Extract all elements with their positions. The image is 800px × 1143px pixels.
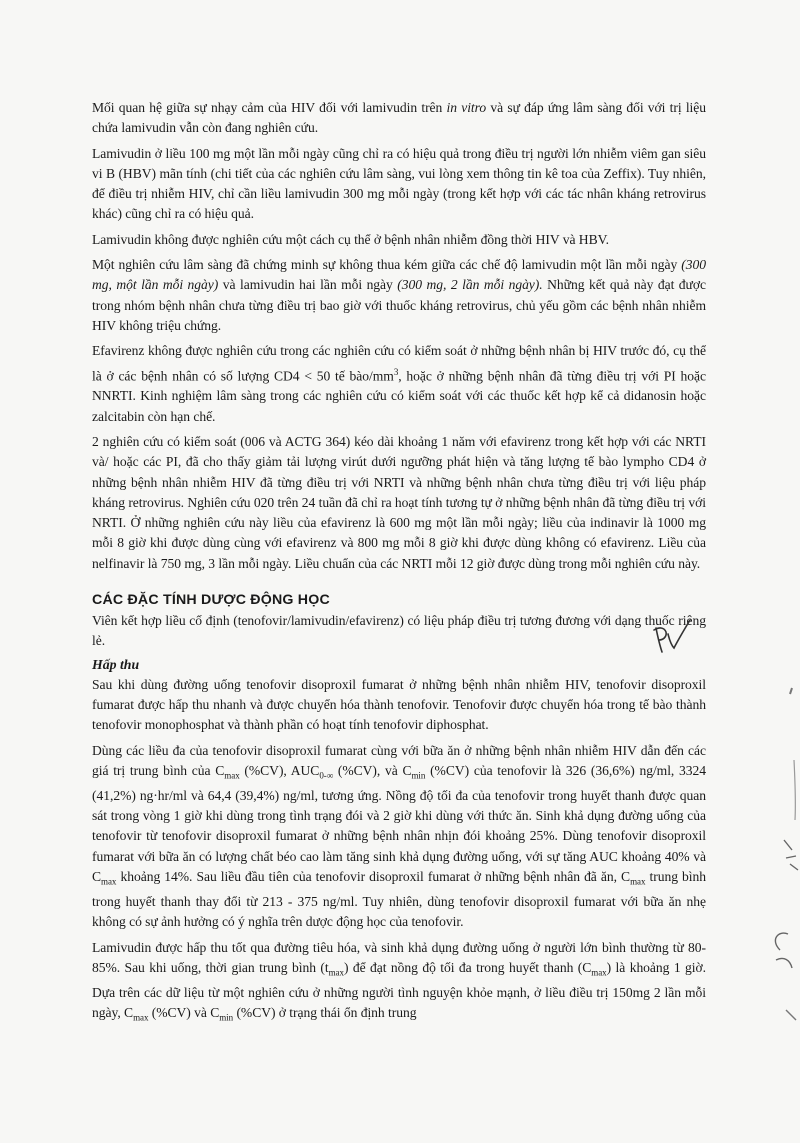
subscript-text: max — [328, 967, 344, 978]
paragraph-text: , hoặc ở những bệnh nhân đã từng điều trị với PI hoặc NNRTI. Kinh nghiệm lâm sàng trong các nghiên cứu có kiểm soát với các thuốc kết hợp kể cả didanosin hoặc zalcitabin còn hạn chế. — [92, 368, 706, 424]
subscript-text: max — [101, 876, 117, 887]
document-page — [92, 98, 706, 1033]
paragraph-text: và lamivudin hai lần mỗi ngày — [218, 277, 398, 293]
section-title: CÁC ĐẶC TÍNH DƯỢC ĐỘNG HỌC — [92, 592, 330, 609]
paragraph-text: Lamivudin ở liều 100 mg một lần mỗi ngày cũng chỉ ra có hiệu quả trong điều trị người lớn nhiễm viêm gan siêu vi B (HBV) mãn tính (chi tiết của các nghiên cứu lâm sàng, vui lòng xem thông tin kê toa của Zeffix). Tuy nhiên, để điều trị nhiễm HIV, chỉ cần liều lamivudin 300 mg mỗi ngày (trong kết hợp với các tác nhân kháng retrovirus khác) cũng chỉ ra có hiệu quả. — [92, 145, 706, 222]
subscript-text: min — [411, 770, 426, 781]
subscript-text: min — [219, 1012, 234, 1023]
subsection-title: Hấp thu — [92, 656, 140, 672]
paragraph-text: Những kết quả này đạt được trong nhóm bệnh nhân chưa từng điều trị bao giờ với thuốc kháng retrovirus, chủ yếu gồm các bệnh nhân nhiễm HIV không triệu chứng. — [92, 277, 706, 333]
paragraph-text: ) là khoảng 1 giờ. Dựa trên các dữ liệu từ một nghiên cứu ở những người tình nguyện khỏe mạnh, ở liều điều trị 150mg 2 lần mỗi ngày, C — [92, 959, 706, 1021]
paragraph-text: (%CV) của tenofovir là 326 (36,6%) ng/ml, 3324 (41,2%) ng·hr/ml và 64,4 (39,4%) ng/ml, tương ứng. Nồng độ tối đa của tenofovir trong huyết thanh được quan sát trong vòng 1 giờ khi dùng trong tình trạng đói và 2 giờ khi dùng với thức ăn. Sinh khả dụng đường uống của tenofovir từ tenofovir disoproxil fumarat ở những bệnh nhân nhịn đói khoảng 25%. Dùng tenofovir disoproxil fumarat với bữa ăn có lượng chất béo cao làm tăng sinh khả dụng đường uống, với sự tăng AUC khoảng 40% và C — [92, 762, 707, 885]
section-intro — [92, 611, 706, 652]
intro-paragraphs — [92, 98, 706, 574]
superscript-text: 3 — [393, 366, 399, 377]
paragraph-text: trung bình trong huyết thanh thay đổi từ 213 - 375 ng/ml. Tuy nhiên, dùng tenofovir disoproxil fumarat với bữa ăn nhẹ không có sự ảnh hưởng có ý nghĩa trên dược động học của tenofovir. — [92, 869, 706, 930]
paragraph-text: Dùng các liều đa của tenofovir disoproxil fumarat cùng với bữa ăn ở những bệnh nhân nhiễm HIV dẫn đến các giá trị trung bình của C — [92, 742, 706, 778]
handwritten-initials-icon — [650, 618, 694, 666]
subscript-text: max — [224, 770, 240, 781]
italic-text: (300 mg, 2 lần mỗi ngày). — [397, 277, 543, 293]
subscript-text: max — [133, 1012, 149, 1023]
paragraph — [92, 144, 706, 225]
paragraph — [92, 255, 706, 336]
italic-text: (300 mg, một lần mỗi ngày) — [92, 257, 706, 293]
paragraph — [92, 341, 706, 427]
paragraph-text: (%CV) ở trạng thái ổn định trung — [233, 1005, 417, 1021]
margin-handwriting-icon — [740, 540, 800, 1140]
paragraph — [92, 611, 706, 652]
paragraph — [92, 675, 706, 736]
paragraph — [92, 98, 706, 139]
paragraph — [92, 938, 706, 1029]
paragraph-text: Efavirenz không được nghiên cứu trong các nghiên cứu có kiểm soát ở những bệnh nhân bị HIV trước đó, cụ thể là ở các bệnh nhân có số lượng CD4 < 50 tế bào/mm — [92, 343, 706, 384]
paragraph-text: Viên kết hợp liều cố định (tenofovir/lamivudin/efavirenz) có liệu pháp điều trị tương đương với dạng thuốc riêng lẻ. — [92, 613, 706, 649]
paragraph-text: ) để đạt nồng độ tối đa trong huyết thanh (C — [343, 959, 592, 975]
paragraph-text: (%CV), và C — [333, 762, 412, 778]
paragraph-text: Một nghiên cứu lâm sàng đã chứng minh sự không thua kém giữa các chế độ lamivudin một lần mỗi ngày — [92, 257, 682, 273]
paragraph-text: (%CV), AUC — [239, 762, 320, 778]
paragraph-text: Lamivudin không được nghiên cứu một cách cụ thể ở bệnh nhân nhiễm đồng thời HIV và HBV. — [92, 231, 609, 247]
subscript-text: max — [591, 967, 607, 978]
paragraph-text: 2 nghiên cứu có kiểm soát (006 và ACTG 364) kéo dài khoảng 1 năm với efavirenz trong kết hợp với các NRTI và/ hoặc các PI, đã cho thấy giảm tải lượng virút dưới ngưỡng phát hiện và tăng lượng tế bào lympho CD4 ở những bệnh nhân nhiễm HIV đã từng điều trị với NRTI và những bệnh nhân chưa từng điều trị với liệu pháp kháng retrovirus. Nghiên cứu 020 trên 24 tuần đã chỉ ra hoạt tính tương tự ở những bệnh nhân đã từng điều trị với NRTI. Ở những nghiên cứu này liều của efavirenz là 600 mg một lần mỗi ngày; liều của indinavir là 1000 mg mỗi 8 giờ khi được dùng cùng với efavirenz và 800 mg mỗi 8 giờ khi được dùng không có efavirenz. Liều của nelfinavir là 750 mg, 3 lần mỗi ngày. Liều chuẩn của các NRTI mỗi 12 giờ được dùng trong mỗi nghiên cứu này. — [92, 433, 706, 571]
subscript-text: 0-∞ — [319, 770, 334, 781]
paragraph-text: và sự đáp ứng lâm sàng đối với trị liệu chứa lamivudin vẫn còn đang nghiên cứu. — [92, 100, 706, 136]
italic-text: in vitro — [446, 100, 487, 115]
paragraph-text: Sau khi dùng đường uống tenofovir disoproxil fumarat ở những bệnh nhân nhiễm HIV, tenofovir disoproxil fumarat được hấp thu nhanh và được chuyển hóa thành tenofovir. Tenofovir được chuyển hóa trong tế bào thành tenofovir monophosphat và thành phần có hoạt tính tenofovir diphosphat. — [92, 676, 706, 733]
paragraph — [92, 230, 706, 250]
paragraph-text: khoảng 14%. Sau liều đầu tiên của tenofovir disoproxil fumarat ở những bệnh nhân đã ăn, C — [116, 869, 631, 885]
paragraph — [92, 741, 706, 933]
paragraph — [92, 432, 706, 574]
subscript-text: max — [630, 876, 646, 887]
absorption-paragraphs — [92, 675, 706, 1029]
paragraph-text: Lamivudin được hấp thu tốt qua đường tiêu hóa, và sinh khả dụng đường uống ở người lớn bình thường từ 80-85%. Sau khi uống, thời gian trung bình (t — [92, 939, 706, 975]
paragraph-text: Mối quan hệ giữa sự nhạy cảm của HIV đối với lamivudin trên — [92, 100, 447, 115]
paragraph-text: (%CV) và C — [148, 1005, 220, 1021]
